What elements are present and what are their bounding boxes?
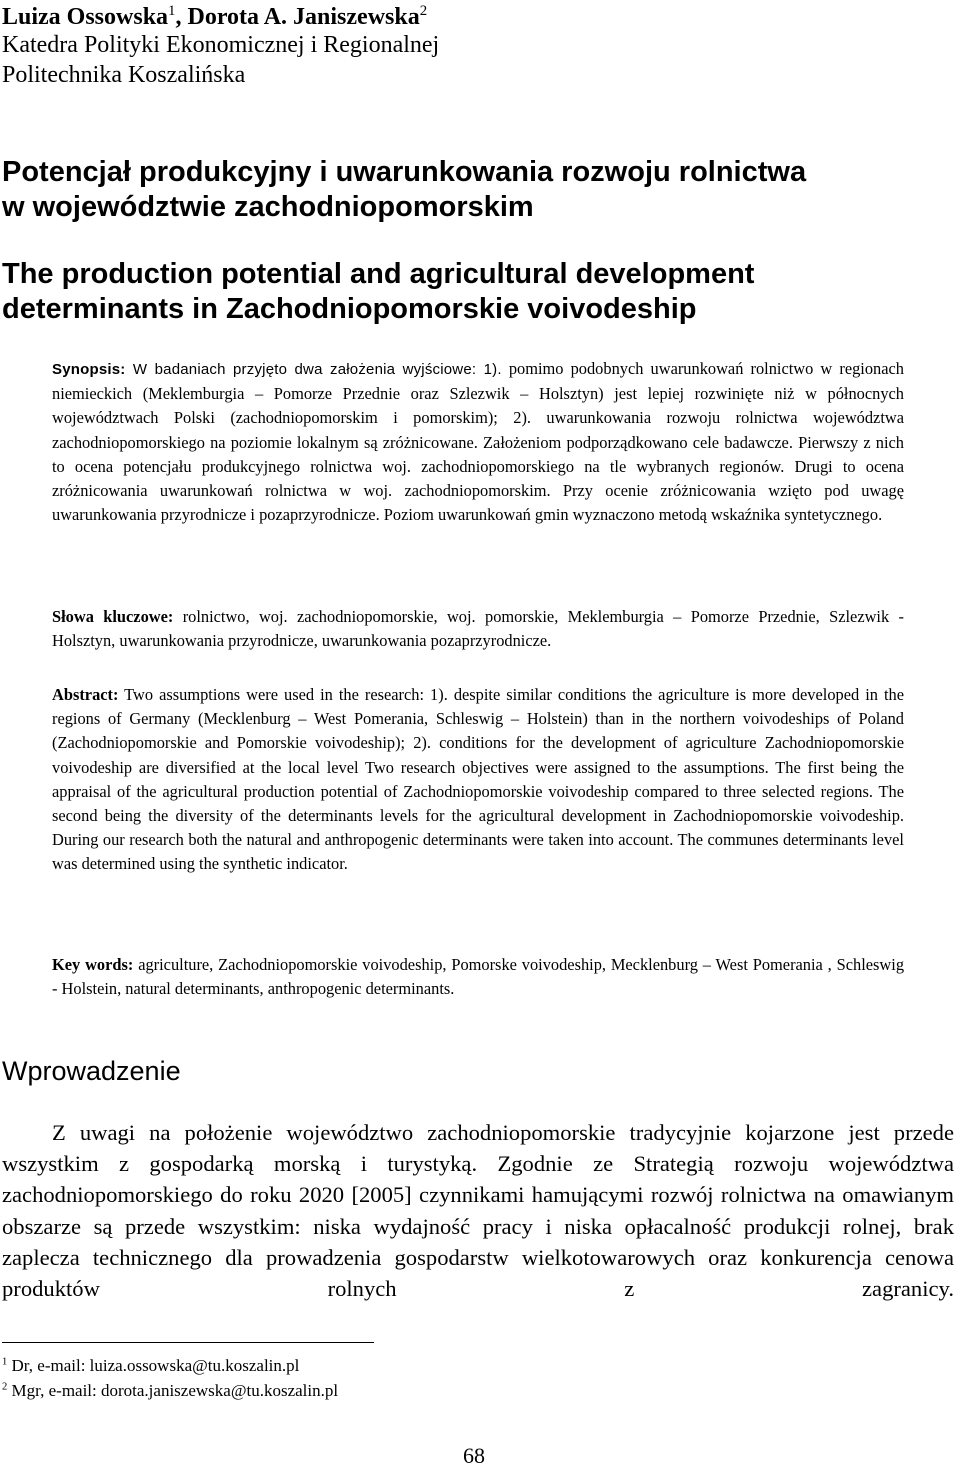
keywords-english-text: agriculture, Zachodniopomorskie voivodeship, Pomorske voivodeship, Mecklenburg – West Pomerania , Schleswig - Holstein, natural determinants, anthropogenic determinants. [52,955,905,999]
footnote-1-text: Dr, e-mail: luiza.ossowska@tu.koszalin.pl [7,1356,300,1375]
keywords-polish [52,605,904,653]
keywords-english [52,953,904,1001]
footnote-1 [2,1355,299,1377]
synopsis-paragraph [52,357,904,527]
author-separator: , [175,4,188,30]
title-english [2,257,952,327]
abstract-paragraph [52,683,904,877]
affiliation [2,30,439,90]
title-polish-line-1: Potencjał produkcyjny i uwarunkowania rozwoju rolnictwa [2,156,807,188]
title-polish-line-2: w województwie zachodniopomorskim [2,191,534,223]
abstract-text: Two assumptions were used in the research: 1). despite similar conditions the agriculture is more developed in the regions of Germany (Mecklenburg – West Pomerania, Schleswig – Holstein) than in the northern voivodeships of Poland (Zachodniopomorskie and Pomorskie voivodeship); 2). conditions for the development of agriculture Zachodniopomorskie voivodeship are diversified at the local level Two research objectives were assigned to the assumptions. The first being the appraisal of the agricultural production potential of Zachodniopomorskie voivodeship compared to three selected regions. The second being the diversity of the determinants levels for the agricultural development in Zachodniopomorskie voivodeship. During our research both the natural and anthropogenic determinants were taken into account. The communes determinants level was determined using the synthetic indicator. [52,685,904,874]
title-polish [2,155,952,225]
author-2-name: Dorota A. Janiszewska [187,4,420,30]
footnote-2 [2,1380,338,1402]
keywords-polish-text: rolnictwo, woj. zachodniopomorskie, woj. pomorskie, Meklemburgia – Pomorze Przednie, Szlezwik - Holsztyn, uwarunkowania przyrodnicze, uwarunkowania pozaprzyrodnicze. [52,607,904,651]
keywords-english-label: Key words: [52,955,134,974]
title-english-line-2: determinants in Zachodniopomorskie voivodeship [2,293,697,325]
keywords-polish-label: Słowa kluczowe: [52,607,174,626]
synopsis-label: Synopsis: [52,361,126,378]
body-paragraph: Z uwagi na położenie województwo zachodniopomorskie tradycyjnie kojarzone jest przede wszystkim z gospodarką morską i turystyką. Zgodnie ze Strategią rozwoju województwa zachodniopomorskiego do roku 2020 [2005] czynnikami hamującymi rozwój rolnictwa na omawianym obszarze są przede wszystkim: niska wydajność pracy i niska opłacalność produkcji rolnej, brak zaplecza technicznego dla prowadzenia gospodarstw wielkotowarowych oraz konkurencja cenowa produktów rolnych z zagranicy. [2,1120,954,1302]
author-2-footnote-mark: 2 [419,3,428,19]
abstract-label: Abstract: [52,685,119,704]
footnote-2-number: 2 [2,1381,8,1393]
author-1-footnote-mark: 1 [168,3,176,19]
footnote-2-text: Mgr, e-mail: dorota.janiszewska@tu.koszalin.pl [7,1381,339,1400]
page-number: 68 [463,1443,485,1468]
synopsis-lead: W badaniach przyjęto dwa założenia wyjściowe: 1). [132,361,502,378]
affiliation-department: Katedra Polityki Ekonomicznej i Regionalnej [2,32,440,58]
footnote-divider [2,1342,374,1343]
footnote-1-number: 1 [2,1356,8,1368]
title-english-line-1: The production potential and agricultural development [2,258,755,290]
section-heading: Wprowadzenie [2,1056,181,1086]
synopsis-text: pomimo podobnych uwarunkowań rolnictwo w regionach niemieckich (Meklemburgia – Pomorze Przednie oraz Szlezwik – Holsztyn) jest lepiej rozwinięte niż w północnych województwach Polski (zachodniopomorskim i pomorskim); 2). uwarunkowania rozwoju rolnictwa województwa zachodniopomorskiego na poziomie lokalnym są zróżnicowane. Założeniom podporządkowano cele badawcze. Pierwszy z nich to ocena potencjału produkcyjnego rolnictwa woj. zachodniopomorskiego na tle wybranych regionów. Drugi to ocena zróżnicowania uwarunkowań rolnictwa w woj. zachodniopomorskim. Przy ocenie zróżnicowania wzięto pod uwagę uwarunkowania przyrodnicze i pozaprzyrodnicze. Poziom uwarunkowań gmin wyznaczono metodą wskaźnika syntetycznego. [52,359,904,525]
affiliation-university: Politechnika Koszalińska [2,62,246,88]
author-1-name: Luiza Ossowska [2,4,169,30]
author-line [2,2,427,32]
